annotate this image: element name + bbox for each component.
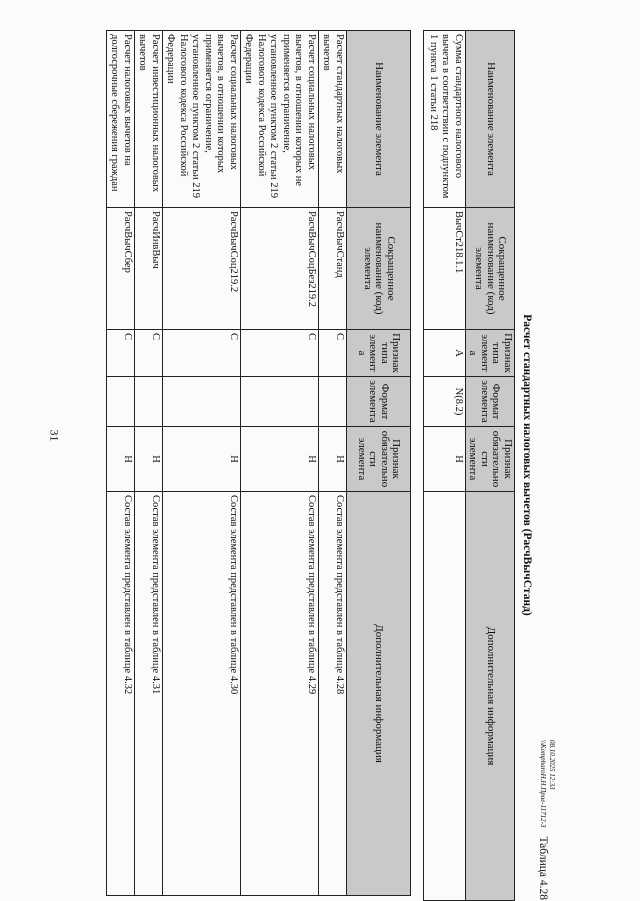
- print-footer: [538, 740, 556, 860]
- col-header-name: Наименование элемента: [466, 31, 515, 208]
- table-header-row: [466, 31, 515, 901]
- cell-info: Состав элемента представлен в таблице 4.28: [319, 492, 347, 896]
- table-title: Расчет стандартных налоговых вычетов (РасчВычСтанд): [521, 314, 533, 616]
- cell-name: Расчет социальных налоговых вычетов, в отношении которых применяется ограничение, установленное пунктом 2 статьи 219 Налогового кодекса Российской Федерации: [163, 31, 241, 208]
- cell-format: [107, 377, 135, 427]
- elements-table: [106, 30, 411, 896]
- cell-code: РасчВычСбер: [107, 208, 135, 330]
- cell-code: РасчВычСоц219.2: [163, 208, 241, 330]
- table-row: [135, 31, 163, 896]
- cell-name: Расчет инвестиционных налоговых вычетов: [135, 31, 163, 208]
- cell-code: РасчВычСтанд: [319, 208, 347, 330]
- table-header-row: [347, 31, 411, 896]
- cell-info: Состав элемента представлен в таблице 4.29: [241, 492, 319, 896]
- cell-code: РасчИнвВыч: [135, 208, 163, 330]
- cell-info: Состав элемента представлен в таблице 4.32: [107, 492, 135, 896]
- standard-deductions-table: [423, 30, 515, 901]
- col-header-info: Дополнительная информация: [466, 492, 515, 901]
- cell-required: Н: [107, 427, 135, 492]
- footer-timestamp: 08.10.2025 12:33: [548, 740, 556, 790]
- cell-format: N(8.2): [424, 377, 466, 427]
- cell-name: Расчет социальных налоговых вычетов, в отношении которых не применяется ограничение, установленное пунктом 2 статьи 219 Налогового кодекса Российской Федерации: [241, 31, 319, 208]
- cell-info: Состав элемента представлен в таблице 4.31: [135, 492, 163, 896]
- cell-info: [424, 492, 466, 901]
- cell-required: Н: [135, 427, 163, 492]
- table-block-main: [106, 30, 411, 895]
- col-header-code: Сокращенное наименование (код) элемента: [347, 208, 411, 330]
- table-row: [319, 31, 347, 896]
- cell-required: Н: [424, 427, 466, 492]
- cell-required: Н: [319, 427, 347, 492]
- page-number: 31: [47, 429, 62, 442]
- cell-code: ВычСт218.1.1: [424, 208, 466, 330]
- cell-format: [241, 377, 319, 427]
- cell-required: Н: [241, 427, 319, 492]
- col-header-info: Дополнительная информация: [347, 492, 411, 896]
- cell-type: А: [424, 330, 466, 377]
- col-header-type: Признак типа элемента: [466, 330, 515, 377]
- cell-format: [163, 377, 241, 427]
- cell-type: С: [107, 330, 135, 377]
- table-block-4-28: [423, 30, 555, 900]
- cell-name: Расчет налоговых вычетов на долгосрочные сбережения граждан: [107, 31, 135, 208]
- cell-required: Н: [163, 427, 241, 492]
- cell-type: С: [241, 330, 319, 377]
- table-row: [241, 31, 319, 896]
- table-row: [107, 31, 135, 896]
- col-header-required: Признак обязательности элемента: [347, 427, 411, 492]
- cell-type: С: [319, 330, 347, 377]
- col-header-name: Наименование элемента: [347, 31, 411, 208]
- col-header-format: Формат элемента: [466, 377, 515, 427]
- col-header-code: Сокращенное наименование (код) элемента: [466, 208, 515, 330]
- cell-name: Расчет стандартных налоговых вычетов: [319, 31, 347, 208]
- col-header-required: Признак обязательности элемента: [466, 427, 515, 492]
- table-row: [163, 31, 241, 896]
- cell-name: Сумма стандартного налогового вычета в соответствии с подпунктом 1 пункта 1 статьи 218: [424, 31, 466, 208]
- table-row: [424, 31, 466, 901]
- cell-format: [135, 377, 163, 427]
- col-header-format: Формат элемента: [347, 377, 411, 427]
- table-number-label: Таблица 4.28: [537, 836, 549, 900]
- cell-type: С: [163, 330, 241, 377]
- cell-code: РасчВычСоцБез219.2: [241, 208, 319, 330]
- cell-info: Состав элемента представлен в таблице 4.30: [163, 492, 241, 896]
- col-header-type: Признак типа элемента: [347, 330, 411, 377]
- cell-format: [319, 377, 347, 427]
- cell-type: С: [135, 330, 163, 377]
- footer-path: \\KompharoH.H.Пpue-11712-3: [539, 740, 547, 828]
